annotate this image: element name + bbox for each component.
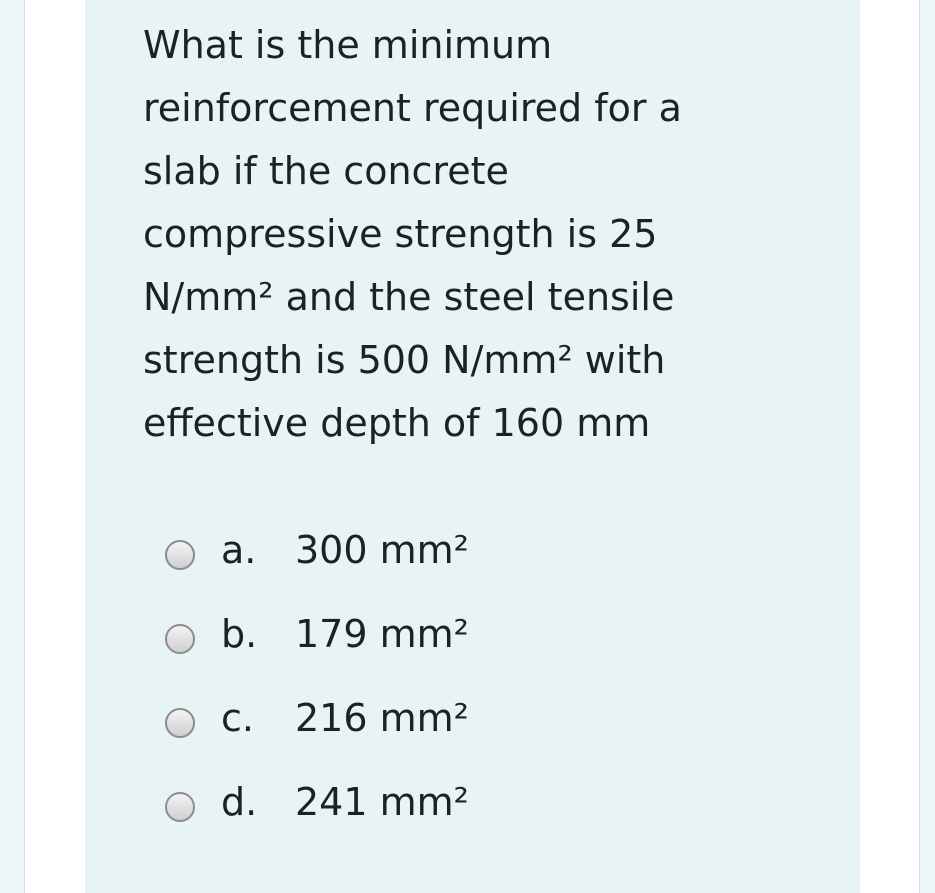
right-margin-strip: [919, 0, 935, 893]
answer-value: 241 mm²: [295, 780, 469, 824]
answer-letter: c.: [221, 696, 254, 740]
answer-value: 179 mm²: [295, 612, 469, 656]
answer-value: 216 mm²: [295, 696, 469, 740]
radio-icon[interactable]: [165, 540, 195, 570]
radio-icon[interactable]: [165, 792, 195, 822]
answer-list: [165, 508, 665, 844]
question-text: What is the minimum reinforcement required for a slab if the concrete compressive strength is 25 N/mm² and the steel tensile strength is 500 N/mm² with effective depth of 160 mm: [143, 23, 682, 445]
radio-icon[interactable]: [165, 708, 195, 738]
answer-option-b[interactable]: [165, 592, 665, 676]
left-margin-strip: [0, 0, 25, 893]
answer-letter: d.: [221, 780, 258, 824]
answer-option-d[interactable]: [165, 760, 665, 844]
radio-icon[interactable]: [165, 624, 195, 654]
answer-option-a[interactable]: [165, 508, 665, 592]
answer-letter: a.: [221, 528, 257, 572]
answer-option-c[interactable]: [165, 676, 665, 760]
question-card: [85, 0, 860, 893]
answer-letter: b.: [221, 612, 258, 656]
answer-value: 300 mm²: [295, 528, 469, 572]
